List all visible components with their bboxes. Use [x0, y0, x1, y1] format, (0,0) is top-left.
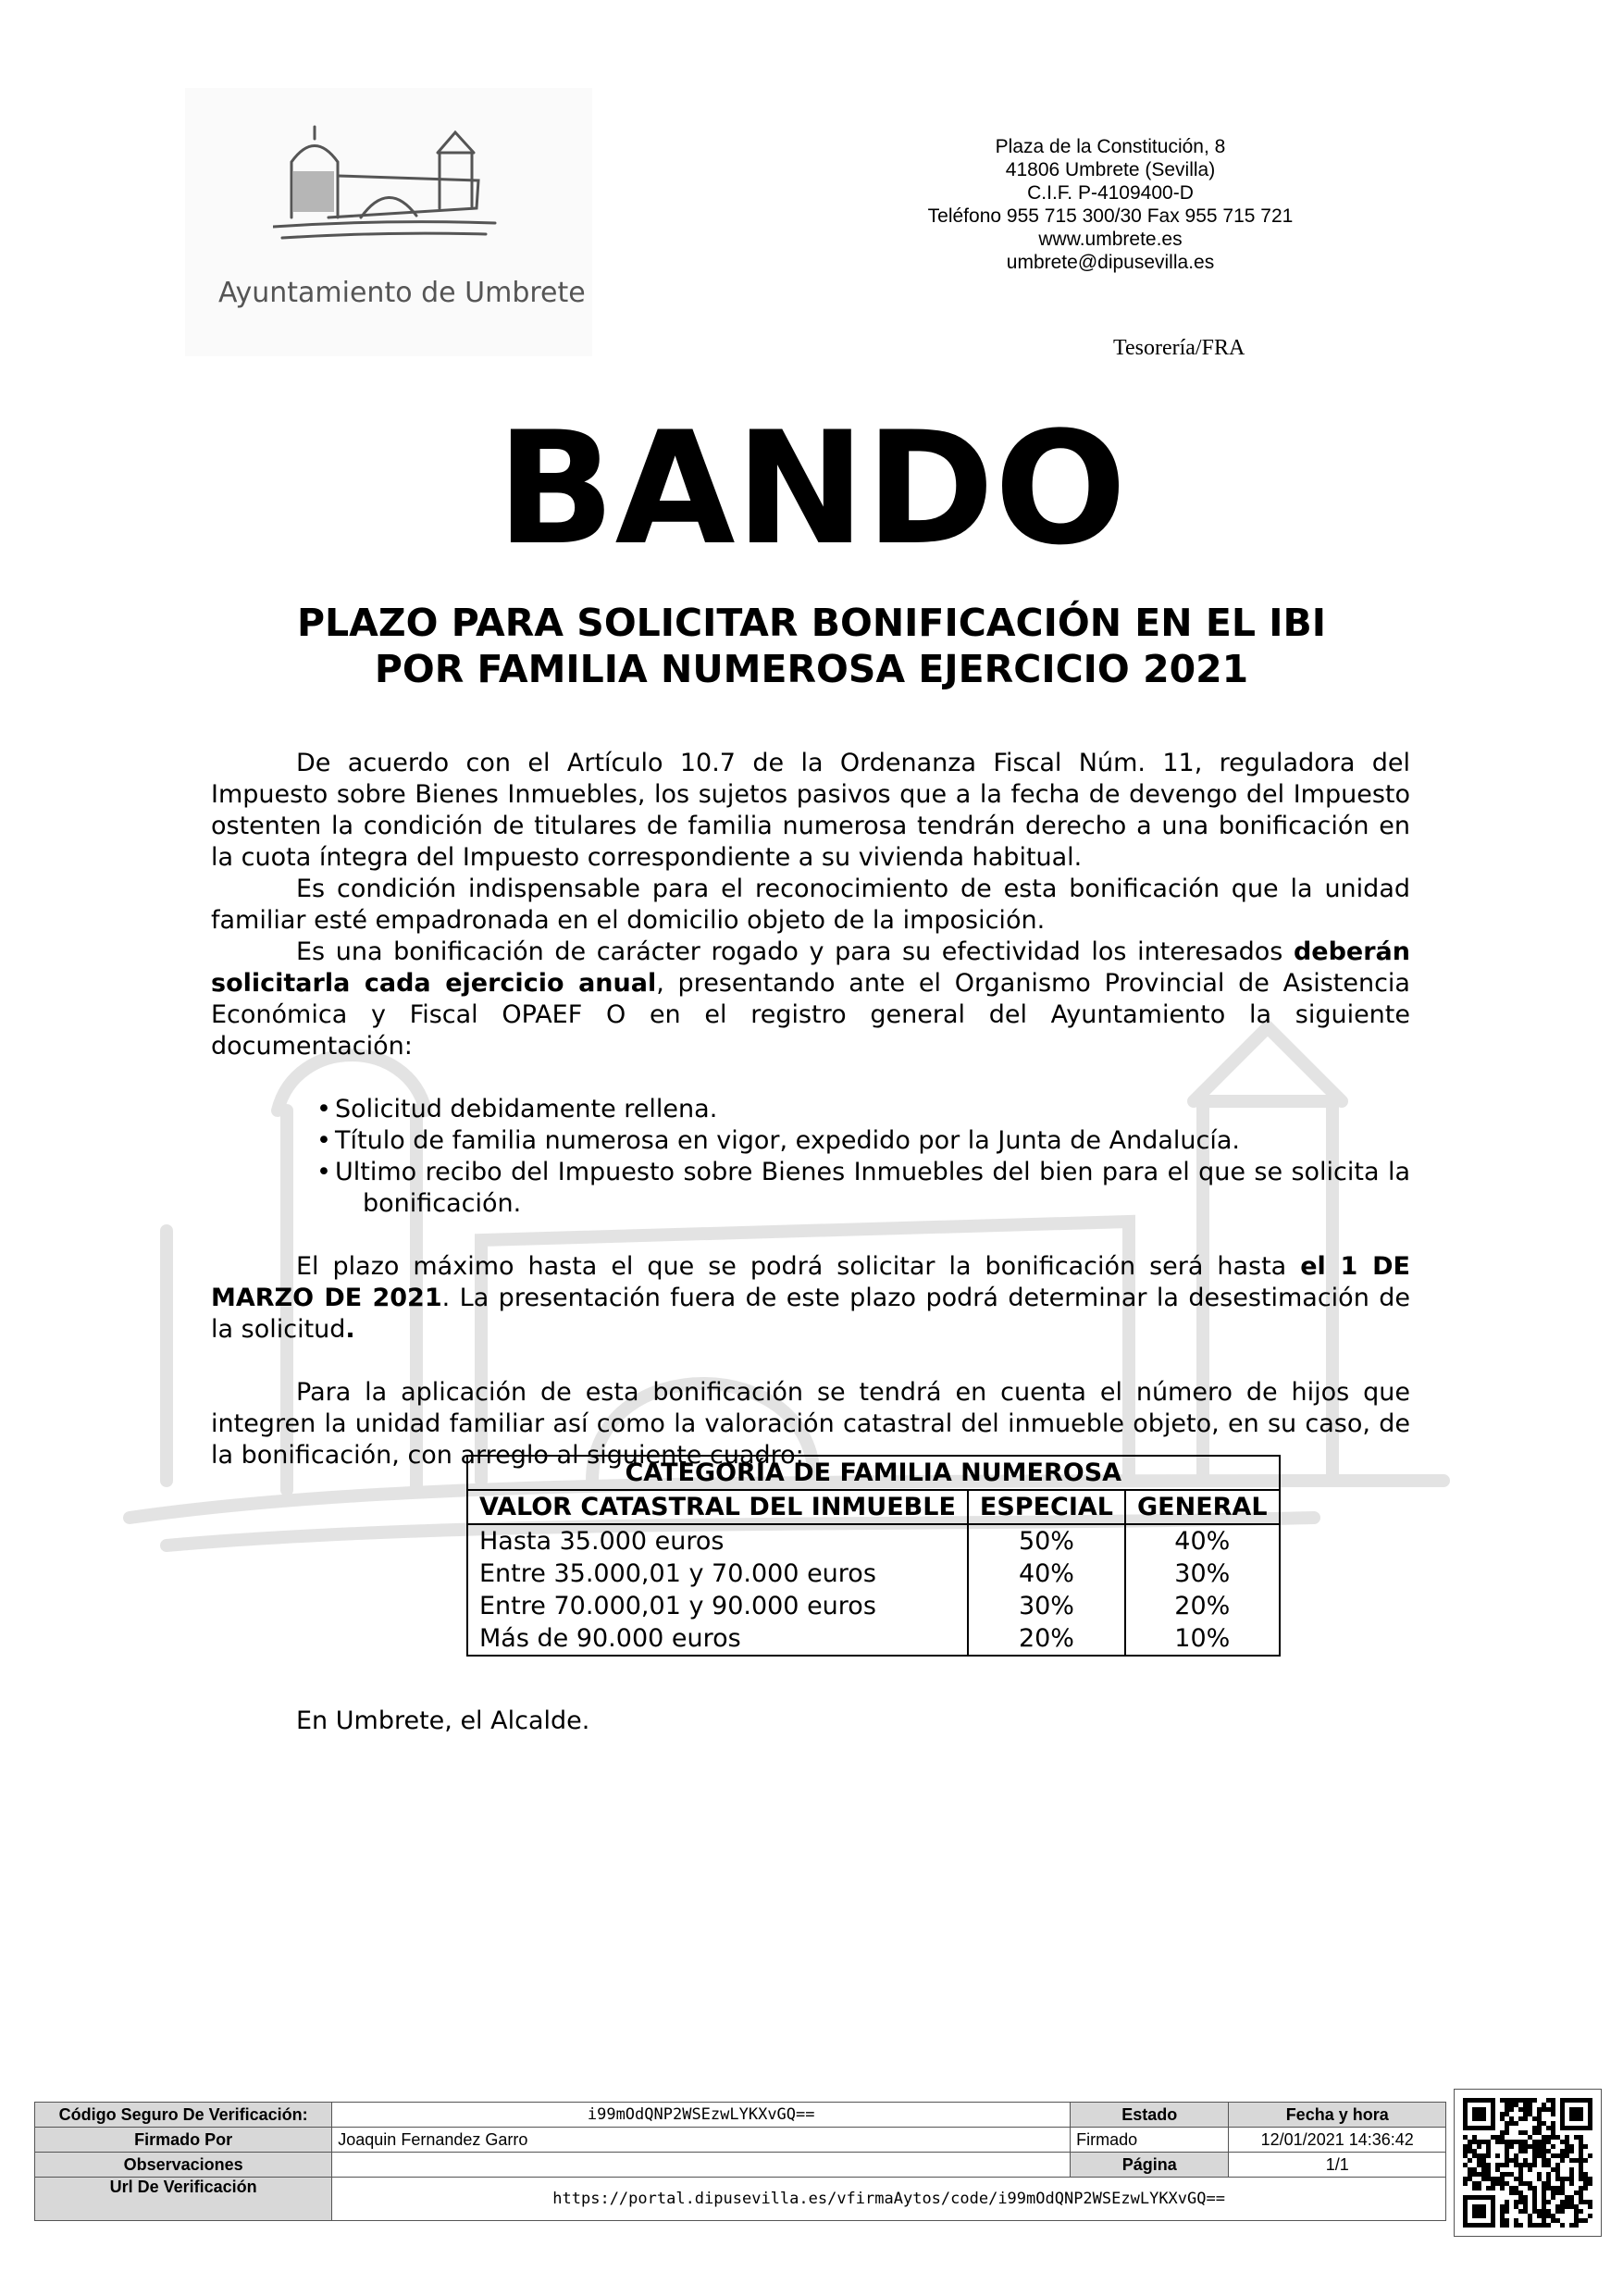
table-row — [467, 1590, 1280, 1622]
csv-label: Código Seguro De Verificación: — [35, 2103, 332, 2128]
fecha-label: Fecha y hora — [1229, 2103, 1446, 2128]
table-cell: Entre 35.000,01 y 70.000 euros — [467, 1558, 968, 1590]
paragraph-condition: Es condición indispensable para el reconocimiento de esta bonificación que la unidad familiar esté empadronada en el domicilio objeto de la imposición. — [211, 875, 1410, 935]
table-row — [467, 1558, 1280, 1590]
estado-value: Firmado — [1071, 2128, 1229, 2153]
table-cell: 10% — [1125, 1622, 1280, 1656]
page-value: 1/1 — [1229, 2153, 1446, 2178]
table-caption-row — [467, 1456, 1280, 1490]
emphasis-text: deberán solicitarla cada ejercicio anual — [211, 937, 1410, 998]
deadline-date: el 1 DE MARZO DE 2021 — [211, 1252, 1410, 1312]
fecha-value: 12/01/2021 14:36:42 — [1229, 2128, 1446, 2153]
column-header: VALOR CATASTRAL DEL INMUEBLE — [467, 1490, 968, 1524]
csv-value: i99mOdQNP2WSEzwLYKXvGQ== — [332, 2103, 1071, 2128]
website-line: www.umbrete.es — [1038, 229, 1183, 250]
subtitle-line: POR FAMILIA NUMEROSA EJERCICIO 2021 — [374, 647, 1249, 691]
page-title: BANDO — [496, 398, 1127, 579]
signer-label: Firmado Por — [35, 2128, 332, 2153]
text-run: . La presentación fuera de este plazo podrá determinar la desestimación de la solicitud — [211, 1284, 1410, 1344]
table-cell: 20% — [968, 1622, 1125, 1656]
address-line: Plaza de la Constitución, 8 — [995, 136, 1226, 157]
table-cell: Más de 90.000 euros — [467, 1622, 968, 1656]
qr-code — [1454, 2089, 1602, 2237]
paragraph-application — [211, 937, 1410, 1062]
table-row — [35, 2153, 1446, 2178]
verification-url[interactable]: https://portal.dipusevilla.es/vfirmaAytos/code/i99mOdQNP2WSEzwLYKXvGQ== — [332, 2178, 1446, 2221]
text-run: Es una bonificación de carácter rogado y para su efectividad los interesados — [296, 937, 1294, 966]
signature-verification-box — [34, 2102, 1446, 2221]
cif-line: C.I.F. P-4109400-D — [1027, 182, 1194, 204]
contact-info — [916, 135, 1305, 274]
paragraph-ordinance: De acuerdo con el Artículo 10.7 de la Ordenanza Fiscal Núm. 11, reguladora del Impuesto sobre Bienes Inmuebles, los sujetos pasivos que a la fecha de devengo del Impuesto ostenten la condición de titulares de familia numerosa tendrán derecho a una bonificación en la cuota íntegra del Impuesto correspondiente a su vivienda habitual. — [211, 749, 1410, 872]
table-cell: Entre 70.000,01 y 90.000 euros — [467, 1590, 968, 1622]
address-line: 41806 Umbrete (Sevilla) — [1005, 159, 1216, 180]
column-header: GENERAL — [1125, 1490, 1280, 1524]
table-cell: 30% — [968, 1590, 1125, 1622]
document-body — [211, 748, 1410, 1471]
table-row — [35, 2178, 1446, 2221]
document-subtitle — [0, 600, 1623, 692]
department-reference: Tesorería/FRA — [1113, 336, 1245, 360]
paragraph-deadline — [211, 1251, 1410, 1346]
paragraph-criteria: Para la aplicación de esta bonificación se tendrá en cuenta el número de hijos que integren la unidad familiar así como la valoración catastral del inmueble objeto, en su caso, de la bonificación, con arreglo al siguiente cuadro: — [211, 1378, 1410, 1470]
signer-name: Joaquin Fernandez Garro — [332, 2128, 1071, 2153]
text-run: . — [345, 1315, 355, 1344]
table-cell: 50% — [968, 1524, 1125, 1558]
list-item: • Título de familia numerosa en vigor, expedido por la Junta de Andalucía. — [316, 1125, 1410, 1157]
estado-label: Estado — [1071, 2103, 1229, 2128]
table-cell: Hasta 35.000 euros — [467, 1524, 968, 1558]
documentation-list — [211, 1094, 1410, 1220]
list-item: • Ultimo recibo del Impuesto sobre Bienes Inmuebles del bien para el que se solicita la bonificación. — [316, 1157, 1410, 1220]
table-cell: 30% — [1125, 1558, 1280, 1590]
qr-code-icon — [1463, 2098, 1592, 2228]
table-row — [35, 2128, 1446, 2153]
page-label: Página — [1071, 2153, 1229, 2178]
email-line: umbrete@dipusevilla.es — [1006, 252, 1215, 273]
table-cell: 20% — [1125, 1590, 1280, 1622]
url-label: Url De Verificación — [35, 2178, 332, 2221]
text-run: El plazo máximo hasta el que se podrá solicitar la bonificación será hasta — [296, 1252, 1301, 1281]
table-cell: 40% — [968, 1558, 1125, 1590]
closing-signature-line: En Umbrete, el Alcalde. — [296, 1706, 590, 1735]
column-header: ESPECIAL — [968, 1490, 1125, 1524]
subtitle-line: PLAZO PARA SOLICITAR BONIFICACIÓN EN EL IBI — [296, 601, 1327, 645]
table-cell: 40% — [1125, 1524, 1280, 1558]
bonus-table — [466, 1455, 1281, 1657]
logo-text: Ayuntamiento de Umbrete — [218, 277, 586, 309]
table-header-row — [467, 1490, 1280, 1524]
phone-line: Teléfono 955 715 300/30 Fax 955 715 721 — [927, 205, 1294, 227]
observations-label: Observaciones — [35, 2153, 332, 2178]
town-hall-drawing — [273, 125, 504, 264]
text-run: , presentando ante el Organismo Provincial de Asistencia Económica y Fiscal OPAEF O en el registro general del Ayuntamiento la siguiente documentación: — [211, 969, 1410, 1061]
observations-value — [332, 2153, 1071, 2178]
list-item: • Solicitud debidamente rellena. — [316, 1094, 1410, 1125]
table-row — [35, 2103, 1446, 2128]
table-row — [467, 1524, 1280, 1558]
table-caption: CATEGORÍA DE FAMILIA NUMEROSA — [467, 1456, 1280, 1490]
table-row — [467, 1622, 1280, 1656]
ayuntamiento-logo — [185, 88, 592, 356]
